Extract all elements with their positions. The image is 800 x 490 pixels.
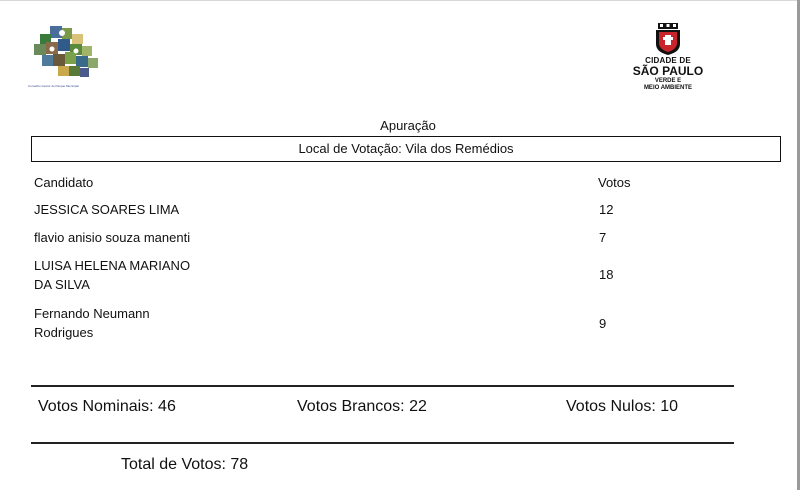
- votes-total: Total de Votos: 78: [121, 456, 249, 473]
- sao-paulo-crest-icon: [652, 22, 684, 56]
- candidate-name-4-line2: Rodrigues: [34, 325, 94, 340]
- candidate-name-4-line1: Fernando Neumann: [34, 306, 150, 321]
- city-logo-line3: VERDE E: [654, 78, 682, 84]
- votes-null: Votos Nulos: 10: [566, 398, 679, 415]
- puzzle-logo-icon: [28, 24, 104, 96]
- city-logo: [628, 22, 708, 96]
- candidate-votes-4: 9: [599, 316, 607, 331]
- candidate-name-3-line2: DA SILVA: [34, 277, 90, 292]
- column-header-candidate: Candidato: [34, 175, 94, 190]
- divider-bottom: [31, 442, 734, 444]
- votes-nominal: Votos Nominais: 46: [38, 398, 176, 415]
- page-title: Apuração: [380, 118, 436, 133]
- candidate-name-2: flavio anisio souza manenti: [34, 230, 191, 245]
- voting-location-box: [31, 136, 781, 162]
- city-logo-line2: SÃO PAULO: [632, 64, 704, 78]
- divider-top: [31, 385, 734, 387]
- votes-blank: Votos Brancos: 22: [297, 398, 427, 415]
- page-top-edge: [0, 0, 800, 1]
- candidate-name-1: JESSICA SOARES LIMA: [34, 202, 180, 217]
- city-logo-line1: CIDADE DE: [645, 56, 691, 65]
- candidate-name-3-line1: LUISA HELENA MARIANO: [34, 258, 191, 273]
- candidate-votes-1: 12: [599, 202, 614, 217]
- city-logo-line4: MEIO AMBIENTE: [643, 85, 693, 91]
- candidate-votes-2: 7: [599, 230, 607, 245]
- column-header-votes: Votos: [598, 175, 631, 190]
- puzzle-logo-caption: Conselho Gestor do Parque Municipal: [28, 84, 79, 88]
- candidate-votes-3: 18: [599, 267, 614, 282]
- puzzle-logo-graphic: [28, 24, 104, 86]
- voting-location-label: Local de Votação: Vila dos Remédios: [298, 141, 514, 156]
